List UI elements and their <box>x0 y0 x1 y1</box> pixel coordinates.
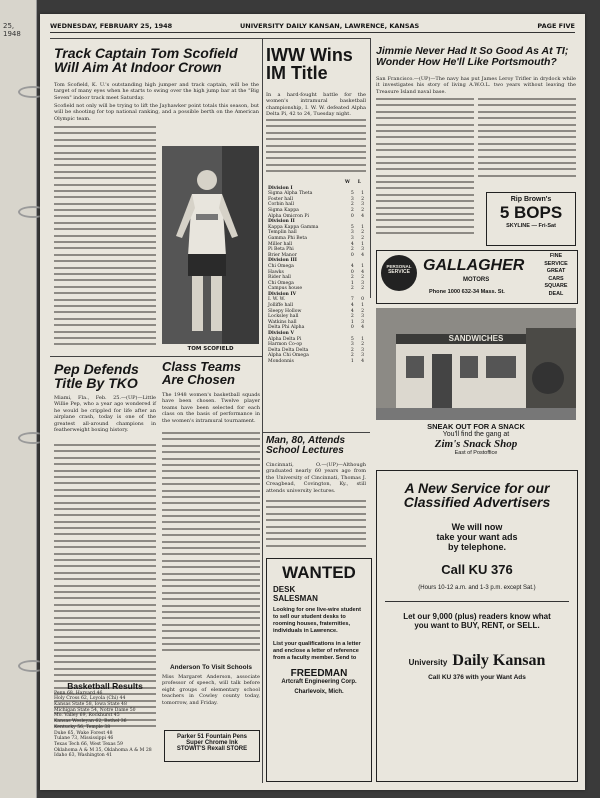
standings-cell: 4 <box>350 308 354 314</box>
header-date: WEDNESDAY, FEBRUARY 25, 1948 <box>50 22 173 30</box>
standings-cell: 4 <box>361 325 364 331</box>
basketball-result: Penn 68, Harvard 46 <box>54 690 103 696</box>
standings-cell: Sigma Alpha Theta <box>268 191 313 197</box>
basketball-result: Texas Tech 66, West Texas 59 <box>54 741 123 747</box>
gallagher-slogan-word: GREAT <box>546 268 566 275</box>
classified-let-2: you want to BUY, RENT, or SELL. <box>414 620 540 630</box>
photo-caption: TOM SCOFIELD <box>187 346 234 352</box>
snack-line4: East of Postoffice <box>454 450 498 456</box>
wanted-ad <box>266 558 372 782</box>
gallagher-motors-ad <box>376 250 578 304</box>
standings-cell: 0 <box>350 269 354 275</box>
standings-cell: Brier Manor <box>268 252 297 258</box>
standings-cell: Miller hall <box>268 241 293 247</box>
anderson-lead: Miss Margaret Anderson, associate professor of speech, will talk before eight groups of elementary school teachers in Cowley county today, tomorrow, and Friday. <box>162 674 260 706</box>
standings-cell: Hawks <box>268 269 284 275</box>
personal-service-badge <box>381 255 417 291</box>
jimmie-headline: Jimmie Never Had It So Good As At TI; Wonder How He'll Like Portsmouth? <box>376 45 569 68</box>
standings-cell: Locksley hall <box>268 314 299 320</box>
standings-cell: Division V <box>268 331 295 337</box>
standings-cell: 4 <box>361 252 364 258</box>
standings-cell: 2 <box>350 207 354 213</box>
snack-line3: Zim's Snack Shop <box>434 438 518 450</box>
basketball-result: Idaho 63, Washington 41 <box>54 753 113 759</box>
jimmie-story-text-right <box>478 98 576 182</box>
standings-cell: 3 <box>350 235 354 241</box>
standings-cell: 2 <box>350 353 354 359</box>
standings-cell: Kappa Kappa Gamma <box>268 224 319 230</box>
gallagher-slogan-word: CARS <box>548 275 564 282</box>
gallagher-phone: Phone 1000 632-34 Mass. St. <box>429 289 505 295</box>
newspaper-page <box>40 14 585 790</box>
header-page-number: PAGE FIVE <box>537 22 575 30</box>
standings-rows <box>266 180 366 365</box>
class-teams-headline: Class Teams Are Chosen <box>162 359 242 388</box>
classified-divider <box>385 601 569 602</box>
classified-service-ad <box>376 470 578 782</box>
standings-cell: Corbin hall <box>268 202 294 208</box>
standings-table-wrap <box>266 180 368 365</box>
standings-cell: 1 <box>361 191 364 197</box>
previous-page-number: 25, 1948 <box>3 22 21 38</box>
basketball-results-title: Basketball Results <box>67 681 143 691</box>
track-intro: Tom Scofield, K. U.'s outstanding high jumper and track captain, will be the target of many eyes when he starts to swing over the high jump bar at the "Big Seven" indoor track meet Saturday. <box>54 82 259 101</box>
standings-cell: 1 <box>350 359 354 364</box>
classified-let-1: Let our 9,000 (plus) readers know what <box>403 611 551 621</box>
column-rule <box>262 432 370 433</box>
standings-header-cell: W <box>344 180 350 185</box>
standings-cell: 7 <box>350 297 354 303</box>
standings-cell: 3 <box>361 280 364 286</box>
parker-pens-ad <box>164 730 260 762</box>
logo-daily-kansan: Daily Kansan <box>452 651 546 669</box>
track-story-text <box>54 126 156 351</box>
parker-ad-line3: STOWIT'S Rexall STORE <box>176 746 248 752</box>
pep-lead: Miami, Fla., Feb. 25.—(UP)—Little Willie Pep, who a year ago wondered if he would be crippled for life after an airplane crash, today is one of the greatest all-around champions in featherweight boxing history. <box>54 395 156 434</box>
standings-cell: 3 <box>350 342 354 348</box>
anderson-headline: Anderson To Visit Schools <box>169 664 253 671</box>
basketball-result: Oklahoma A & M 35, Oklahoma A & M 28 <box>54 747 152 753</box>
iww-lead: In a hard-fought battle for the women's intramural basketball championship, I. W. W. defeated Alpha Delta Pi, 42 to 24, Tuesday night. <box>266 92 366 118</box>
standings-cell: 4 <box>350 263 354 269</box>
gallagher-slogan <box>537 253 575 299</box>
wanted-company-2: Artcraft Engineering Corp. <box>281 679 357 685</box>
standings-cell: 2 <box>361 286 364 292</box>
gallagher-sub: MOTORS <box>463 277 490 283</box>
snack-line2: You'll find the gang at <box>442 431 510 438</box>
wanted-city: Charlevoix, Mich. <box>294 689 344 695</box>
standings-cell: 3 <box>361 202 364 208</box>
standings-cell: Gamma Phi Beta <box>268 235 307 241</box>
standings-cell: Rider hall <box>268 275 291 281</box>
classified-foot: Call KU 376 with your Want Ads <box>428 673 526 681</box>
basketball-result: Mo. Valley 69, Rockhurst 45 <box>54 713 120 719</box>
zims-snack-shop-photo <box>376 308 576 420</box>
standings-cell: Sleepy Hollow <box>268 308 302 314</box>
basketball-result: Michigan State 54, Notre Dame 50 <box>54 707 136 713</box>
parker-ad-line2: Super Chrome Ink <box>186 740 238 746</box>
daily-kansan-logo <box>377 650 577 670</box>
basketball-result: Kentucky 56, Temple 38 <box>54 724 111 730</box>
standings-cell: Chi Omega <box>268 280 294 286</box>
man80-lead: Cincinnati, O.—(UP)—Although graduated nearly 60 years ago from the University of Cincinnati, Thomas J. Creagbead, Covington, Ky., still attends university lectures. <box>266 462 366 494</box>
standings-cell: Alpha Chi Omega <box>268 353 309 359</box>
standings-cell: 0 <box>350 213 354 219</box>
standings-cell: 2 <box>361 230 364 236</box>
standings-cell: 2 <box>350 275 354 281</box>
standings-cell: Harmon Co-op <box>268 342 303 348</box>
standings-cell: Division IV <box>268 291 297 297</box>
rip-ad-line1: Rip Brown's <box>510 196 552 203</box>
classified-will-1: We will now <box>451 521 503 532</box>
basketball-results-list <box>54 691 156 759</box>
standings-cell: 2 <box>361 196 364 202</box>
standings-cell: Division III <box>268 258 297 264</box>
tom-scofield-photo <box>162 146 259 344</box>
standings-table <box>266 180 366 365</box>
standings-cell: 1 <box>361 263 364 269</box>
classified-title-2: Classified Advertisers <box>403 494 551 511</box>
standings-cell: Watkins hall <box>268 319 297 325</box>
standings-cell: 4 <box>361 213 364 219</box>
standings-cell: 2 <box>361 342 364 348</box>
snack-shop-ad-text <box>376 422 576 456</box>
standings-cell: 1 <box>361 224 364 230</box>
wanted-title: WANTED <box>282 563 356 582</box>
gallagher-slogan-word: SERVICE <box>544 260 568 267</box>
standings-cell: 3 <box>361 314 364 320</box>
standings-cell: 3 <box>361 347 364 353</box>
athlete-figure <box>162 146 259 344</box>
standings-cell: Templin hall <box>268 230 297 236</box>
classified-will-2: take your want ads <box>436 531 518 542</box>
basketball-result: Kansas State 58, Iowa State 48 <box>54 702 127 708</box>
standings-cell: Campus house <box>268 286 303 292</box>
snack-line1: SNEAK OUT FOR A SNACK <box>427 422 525 431</box>
classified-hours: (Hours 10-12 a.m. and 1-3 p.m. except Sat.) <box>418 584 536 591</box>
standings-cell: 1 <box>361 241 364 247</box>
man80-text <box>266 500 366 552</box>
rip-ad-line3: SKYLINE — Fri-Sat <box>506 223 556 229</box>
wanted-body: Looking for one live-wire student to sell our student desks to rooming houses, fraternities, individuals in Lawrence. <box>273 607 361 634</box>
standings-cell: Foster hall <box>268 196 293 202</box>
basketball-result: Duke 65, Wake Forest 48 <box>54 730 113 736</box>
basketball-result: Holy Cross 62, Loyola (Chi) 44 <box>54 696 126 702</box>
man80-headline: Man, 80, Attends School Lectures <box>266 435 346 457</box>
gallagher-slogan-word: SQUARE <box>544 283 568 290</box>
standings-cell: 2 <box>350 247 354 253</box>
track-headline: Track Captain Tom Scofield Will Aim At Indoor Crown <box>54 45 238 76</box>
table-row <box>266 359 366 365</box>
jimmie-lead: San Francisco.—(UP)—The navy has put James Leroy Trifler in drydock while it investigates his story of living A.W.O.L. two years without leaving the Treasure Island naval base. <box>376 76 576 95</box>
standings-cell: Alpha Delta Pi <box>268 336 302 342</box>
basketball-result: Kansas Wesleyan 62, Bethel 36 <box>54 719 127 725</box>
sandwiches-sign: SANDWICHES <box>448 334 504 343</box>
standings-cell: 2 <box>361 308 364 314</box>
iww-headline: IWW Wins IM Title <box>266 45 353 84</box>
standings-cell: 3 <box>350 230 354 236</box>
logo-university: University <box>408 657 448 667</box>
gallagher-name: GALLAGHER <box>423 257 525 274</box>
snack-shop-building <box>376 308 576 420</box>
column-rule <box>50 38 370 39</box>
class-teams-lead: The 1948 women's basketball squads have been chosen. Twelve player teams have been selected for each class on the basis of performance in the women's intramural tournament. <box>162 392 260 424</box>
gallagher-slogan-word: DEAL <box>548 290 564 297</box>
classified-will-3: by telephone. <box>447 541 506 552</box>
standings-cell: 4 <box>361 269 364 275</box>
previous-page-edge <box>0 0 37 798</box>
standings-cell: Delta Delta Delta <box>268 347 309 353</box>
column-rule <box>50 356 262 357</box>
standings-header-cell: L <box>357 180 361 185</box>
standings-cell: 1 <box>361 303 364 309</box>
basketball-result: Tulane 73, Mississippi 46 <box>54 736 114 742</box>
classified-title-1: A New Service for our <box>404 480 550 496</box>
badge-main-text: SERVICE <box>388 269 410 275</box>
standings-cell: 5 <box>350 336 354 342</box>
standings-cell: Chi Omega <box>268 263 294 269</box>
standings-cell: 3 <box>361 353 364 359</box>
standings-cell: 3 <box>361 319 364 325</box>
standings-cell: 5 <box>350 191 354 197</box>
basketball-results <box>54 682 156 759</box>
iww-story-text <box>266 119 366 177</box>
standings-cell: 1 <box>361 336 364 342</box>
page-header <box>50 22 575 33</box>
wanted-sub1: DESK <box>273 585 296 594</box>
standings-cell: Mondonnis <box>268 359 294 364</box>
standings-cell: 2 <box>350 347 354 353</box>
column-rule <box>370 38 371 298</box>
standings-cell: 2 <box>350 286 354 292</box>
rip-brown-ad <box>486 192 576 246</box>
class-teams-text <box>162 432 260 660</box>
rip-ad-line2: 5 BOPS <box>499 203 563 222</box>
standings-cell: I. W. W. <box>268 297 285 303</box>
standings-cell: 0 <box>350 252 354 258</box>
standings-cell: Delta Phi Alpha <box>268 325 305 331</box>
wanted-body-2: List your qualifications in a letter and enclose a letter of reference from a faculty member. Send to <box>273 641 361 661</box>
standings-cell: 2 <box>361 235 364 241</box>
standings-cell: 5 <box>350 224 354 230</box>
classified-call: Call KU 376 <box>441 561 513 577</box>
standings-cell: 4 <box>350 303 354 309</box>
standings-cell: Jolliffe hall <box>268 303 294 309</box>
gallagher-slogan-word: FINE <box>549 253 563 259</box>
badge-top-text: PERSONAL <box>386 264 412 269</box>
standings-cell: 2 <box>361 275 364 281</box>
standings-cell: 0 <box>361 297 364 303</box>
jimmie-story-text-left <box>376 98 474 242</box>
standings-cell: Division I <box>268 185 293 191</box>
standings-cell: 2 <box>350 314 354 320</box>
standings-cell: 2 <box>350 202 354 208</box>
wanted-sub2: SALESMAN <box>273 594 318 603</box>
standings-cell: Alpha Omicron Pi <box>268 213 309 219</box>
standings-cell: 1 <box>350 319 354 325</box>
standings-cell: 0 <box>350 325 354 331</box>
parker-ad-line1: Parker 51 Fountain Pens <box>176 734 248 740</box>
standings-cell: 4 <box>361 359 364 364</box>
standings-cell: Pi Beta Phi <box>268 247 294 253</box>
track-intro-2: Scofield not only will be trying to lift the Jayhawker point totals this season, but will be shooting for top national ranking, and a possible berth on the American Olympic team. <box>54 103 259 122</box>
standings-cell: 3 <box>361 247 364 253</box>
standings-cell: 2 <box>361 207 364 213</box>
column-rule <box>262 38 263 783</box>
pep-headline: Pep Defends Title By TKO <box>54 361 139 392</box>
standings-cell: 4 <box>350 241 354 247</box>
standings-cell: 1 <box>350 280 354 286</box>
header-paper-name: UNIVERSITY DAILY KANSAN, LAWRENCE, KANSAS <box>240 22 420 30</box>
wanted-company: FREEDMAN <box>290 668 348 679</box>
standings-cell: Sigma Kappa <box>268 207 299 213</box>
standings-cell: 3 <box>350 196 354 202</box>
standings-cell: Division II <box>268 219 295 225</box>
